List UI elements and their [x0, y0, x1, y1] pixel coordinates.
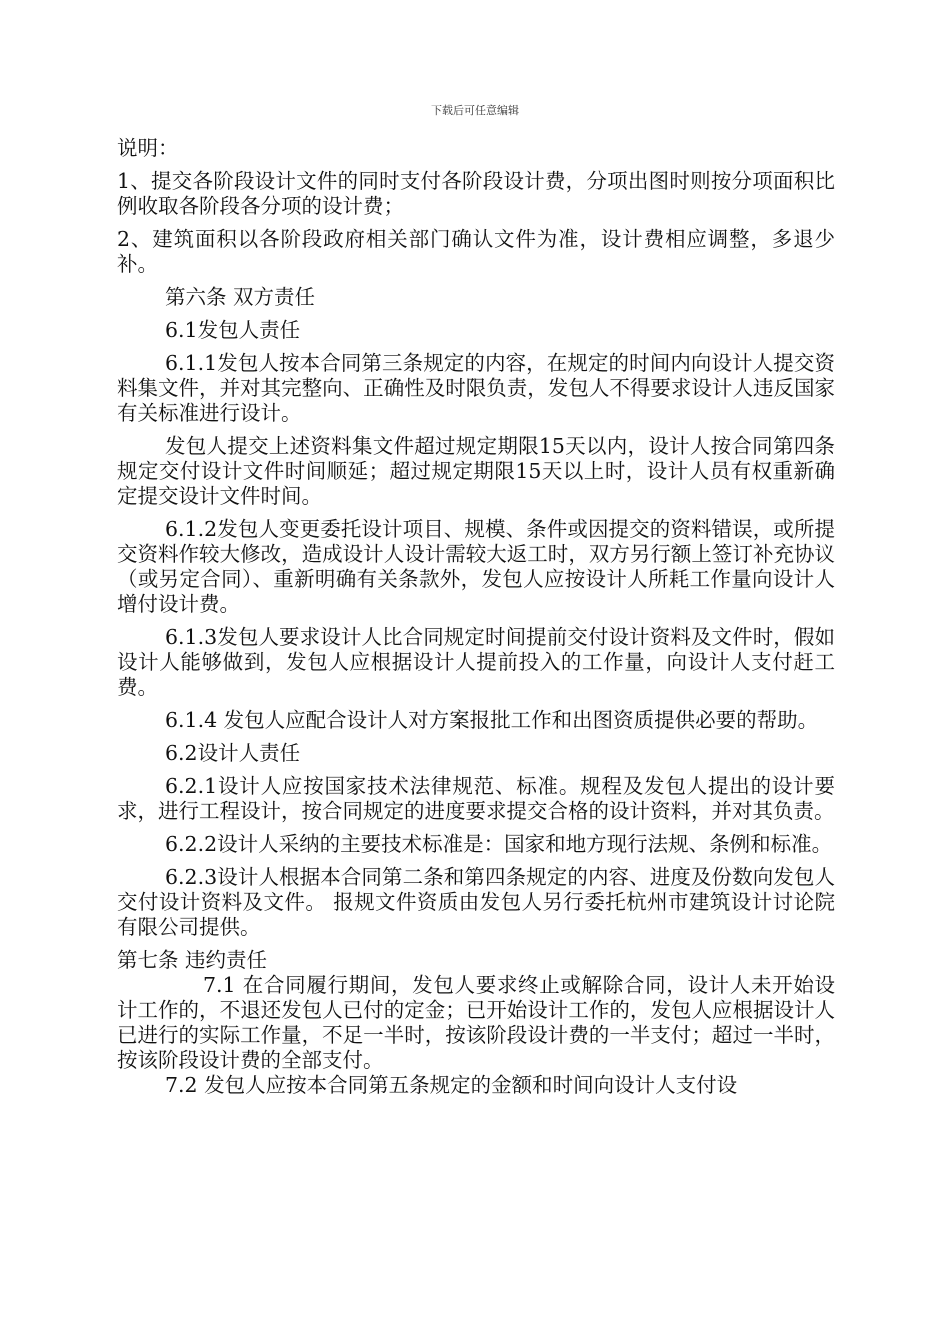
document-body [117, 136, 835, 1098]
clause-6-1-1: 6.1.1发包人按本合同第三条规定的内容，在规定的时间内向设计人提交资料集文件，并对其完整向、正确性及时限负责，发包人不得要求设计人违反国家有关标准进行设计。 [117, 351, 835, 425]
clause-6-1-2: 6.1.2发包人变更委托设计项目、规模、条件或因提交的资料错误，或所提交资料作较大修改，造成设计人设计需较大返工时，双方另行额上签订补充协议（或另定合同）、重新明确有关条款外，发包人应按设计人所耗工作量向设计人增付设计费。 [117, 517, 835, 616]
page-header: 下载后可任意编辑 [431, 104, 519, 117]
article-6-heading: 第六条 双方责任 [165, 285, 316, 309]
clause-6-1-4: 6.1.4 发包人应配合设计人对方案报批工作和出图资质提供必要的帮助。 [165, 708, 819, 732]
clause-7-1: 7.1 在合同履行期间，发包人要求终止或解除合同，设计人未开始设计工作的，不退还发包人已付的定金；已开始设计工作的，发包人应根据设计人已进行的实际工作量，不足一半时，按该阶段设计费的一半支付；超过一半时，按该阶段设计费的全部支付。 [117, 973, 835, 1072]
note-item-2: 2、建筑面积以各阶段政府相关部门确认文件为准，设计费相应调整，多退少补。 [117, 227, 835, 276]
article-7-heading: 第七条 违约责任 [117, 948, 268, 972]
clause-6-1-3: 6.1.3发包人要求设计人比合同规定时间提前交付设计资料及文件时，假如设计人能够做到，发包人应根据设计人提前投入的工作量，向设计人支付赶工费。 [117, 625, 835, 699]
note-heading: 说明： [117, 136, 179, 160]
section-6-1-heading: 6.1发包人责任 [165, 318, 301, 342]
clause-7-2: 7.2 发包人应按本合同第五条规定的金额和时间向设计人支付设 [165, 1073, 738, 1097]
clause-6-2-2: 6.2.2设计人采纳的主要技术标准是：国家和地方现行法规、条例和标准。 [165, 832, 833, 856]
clause-6-1-1-cont: 发包人提交上述资料集文件超过规定期限15天以内，设计人按合同第四条规定交付设计文件时间顺延；超过规定期限15天以上时，设计人员有权重新确定提交设计文件时间。 [117, 434, 835, 508]
note-item-1: 1、提交各阶段设计文件的同时支付各阶段设计费，分项出图时则按分项面积比例收取各阶段各分项的设计费； [117, 169, 835, 218]
clause-6-2-3: 6.2.3设计人根据本合同第二条和第四条规定的内容、进度及份数向发包人交付设计资料及文件。 报规文件资质由发包人另行委托杭州市建筑设计讨论院有限公司提供。 [117, 865, 835, 939]
section-6-2-heading: 6.2设计人责任 [165, 741, 301, 765]
clause-6-2-1: 6.2.1设计人应按国家技术法律规范、标准。规程及发包人提出的设计要求，进行工程设计，按合同规定的进度要求提交合格的设计资料，并对其负责。 [117, 774, 835, 823]
